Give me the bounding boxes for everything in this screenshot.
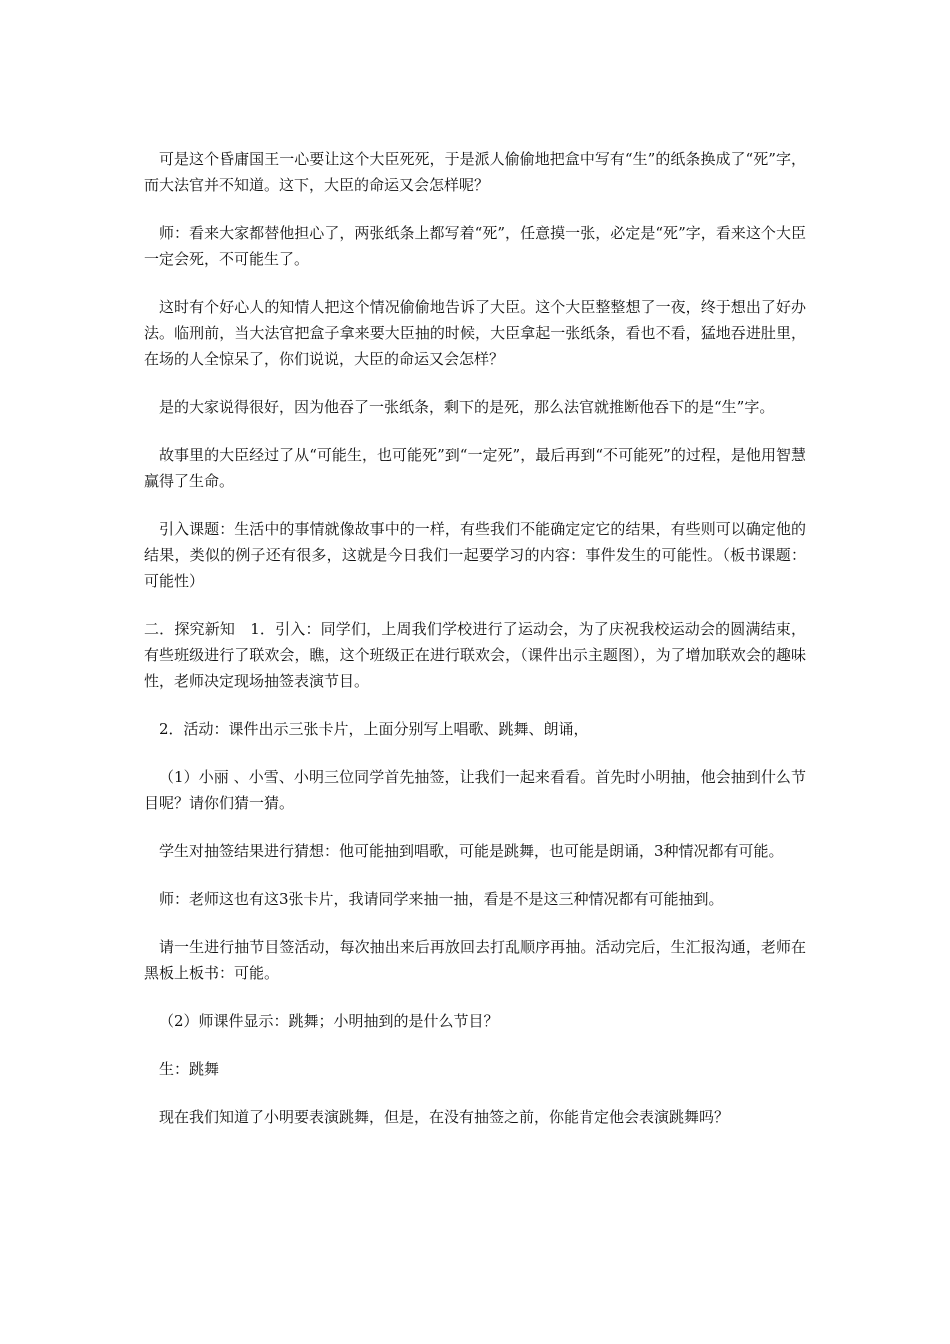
paragraph-section-explore: 二．探究新知 1．引入：同学们，上周我们学校进行了运动会，为了庆祝我校运动会的圆满结束，有些班级进行了联欢会，瞧，这个班级正在进行联欢会，（课件出示主题图），为了增加联欢会的趣味性，老师决定现场抽签表演节目。 [144,620,806,690]
paragraph-question: 现在我们知道了小明要表演跳舞，但是，在没有抽签之前，你能肯定他会表演跳舞吗？ [159,1108,730,1126]
paragraph-teacher-cards: 师：老师这也有这3张卡片，我请同学来抽一抽，看是不是这三种情况都有可能抽到。 [159,890,724,908]
paragraph-introduce-topic: 引入课题：生活中的事情就像故事中的一样，有些我们不能确定定它的结果，有些则可以确定他的结果，类似的例子还有很多，这就是今日我们一起要学习的内容：事件发生的可能性。（板书课题：可能性） [144,520,806,590]
document-body [144,146,806,1152]
paragraph-activity: 2．活动：课件出示三张卡片，上面分别写上唱歌、跳舞、朗诵， [159,720,589,738]
paragraph-draw-activity: 请一生进行抽节目签活动，每次抽出来后再放回去打乱顺序再抽。活动完后，生汇报沟通，老师在黑板上板书：可能。 [144,938,806,982]
paragraph-teacher-worry: 师：看来大家都替他担心了，两张纸条上都写着“死”，任意摸一张，必定是“死”字，看来这个大臣一定会死，不可能生了。 [144,224,806,268]
paragraph-story-king: 可是这个昏庸国王一心要让这个大臣死死，于是派人偷偷地把盒中写有“生”的纸条换成了“死”字，而大法官并不知道。这下，大臣的命运又会怎样呢？ [144,150,806,194]
paragraph-draw-lots: （1）小丽 、小雪、小明三位同学首先抽签，让我们一起来看看。首先时小明抽，他会抽到什么节目呢？请你们猜一猜。 [144,768,806,812]
paragraph-minister-swallow: 这时有个好心人的知情人把这个情况偷偷地告诉了大臣。这个大臣整整想了一夜，终于想出了好办法。临刑前，当大法官把盒子拿来要大臣抽的时候，大臣拿起一张纸条，看也不看，猛地吞进肚里，在场的人全惊呆了，你们说说，大臣的命运又会怎样？ [144,298,806,368]
paragraph-story-summary: 故事里的大臣经过了从“可能生，也可能死”到“一定死”，最后再到“不可能死”的过程，是他用智慧赢得了生命。 [144,446,806,490]
paragraph-courseware-dance: （2）师课件显示：跳舞；小明抽到的是什么节目？ [159,1012,499,1030]
paragraph-student-answer: 生：跳舞 [159,1060,220,1078]
paragraph-answer: 是的大家说得很好，因为他吞了一张纸条，剩下的是死，那么法官就推断他吞下的是“生”字。 [159,398,775,416]
paragraph-student-guess: 学生对抽签结果进行猜想：他可能抽到唱歌，可能是跳舞，也可能是朗诵，3种情况都有可能。 [159,842,784,860]
